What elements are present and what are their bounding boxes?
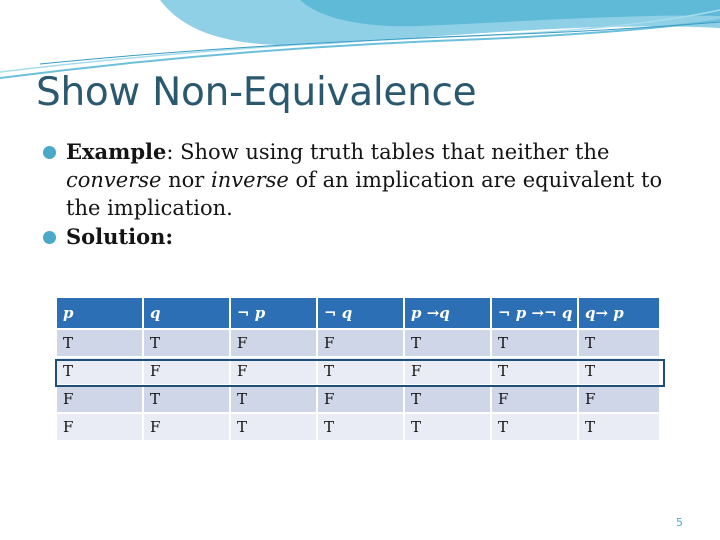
slide-title: Show Non-Equivalence xyxy=(36,70,477,115)
header-cell-p: p xyxy=(57,298,142,328)
table-cell: F xyxy=(492,386,577,412)
header-cell-not-q: ¬ q xyxy=(318,298,403,328)
table-cell: T xyxy=(57,358,142,384)
bullet-dot-icon xyxy=(43,231,56,244)
header-cell-not-p: ¬ p xyxy=(231,298,316,328)
table-row xyxy=(57,330,659,356)
table-cell: F xyxy=(57,386,142,412)
header-cell-implication: p →q xyxy=(405,298,490,328)
table-cell: F xyxy=(405,358,490,384)
table-cell: T xyxy=(492,414,577,440)
table-cell: T xyxy=(231,414,316,440)
table-cell: T xyxy=(579,414,659,440)
header-swoosh-decoration xyxy=(0,0,720,80)
solution-label: Solution: xyxy=(66,224,174,249)
table-cell: F xyxy=(231,358,316,384)
header-cell-q: q xyxy=(144,298,229,328)
table-cell: T xyxy=(405,330,490,356)
table-cell: T xyxy=(492,358,577,384)
table-cell: T xyxy=(405,414,490,440)
example-label: Example xyxy=(66,139,167,164)
table-cell: T xyxy=(405,386,490,412)
table-cell: F xyxy=(318,386,403,412)
table-cell: F xyxy=(144,358,229,384)
example-text-1: Show using truth tables that neither the xyxy=(173,140,610,164)
bullet-list xyxy=(42,138,692,251)
table-cell: T xyxy=(144,386,229,412)
table-cell: T xyxy=(144,330,229,356)
term-converse: converse xyxy=(66,168,162,192)
bullet-solution xyxy=(42,223,692,251)
truth-table-header-row xyxy=(57,298,659,328)
table-cell: F xyxy=(231,330,316,356)
table-cell: T xyxy=(492,330,577,356)
table-cell: F xyxy=(579,386,659,412)
header-cell-inverse: ¬ p →¬ q xyxy=(492,298,577,328)
table-cell: T xyxy=(318,358,403,384)
example-text-3: of an implication are equivalent to the implication. xyxy=(66,168,663,220)
table-row xyxy=(57,414,659,440)
term-inverse: inverse xyxy=(211,168,289,192)
table-row xyxy=(57,386,659,412)
page-number: 5 xyxy=(676,516,683,529)
bullet-dot-icon xyxy=(43,146,56,159)
header-cell-converse: q→ p xyxy=(579,298,659,328)
table-cell: T xyxy=(579,330,659,356)
table-cell: F xyxy=(57,414,142,440)
table-row-highlighted xyxy=(57,358,659,384)
table-cell: T xyxy=(579,358,659,384)
table-cell: T xyxy=(231,386,316,412)
table-cell: T xyxy=(318,414,403,440)
example-colon: : xyxy=(166,140,174,164)
table-cell: F xyxy=(318,330,403,356)
example-text-2: nor xyxy=(161,168,212,192)
table-cell: T xyxy=(57,330,142,356)
truth-table xyxy=(55,296,661,442)
table-cell: F xyxy=(144,414,229,440)
bullet-example xyxy=(42,138,692,222)
